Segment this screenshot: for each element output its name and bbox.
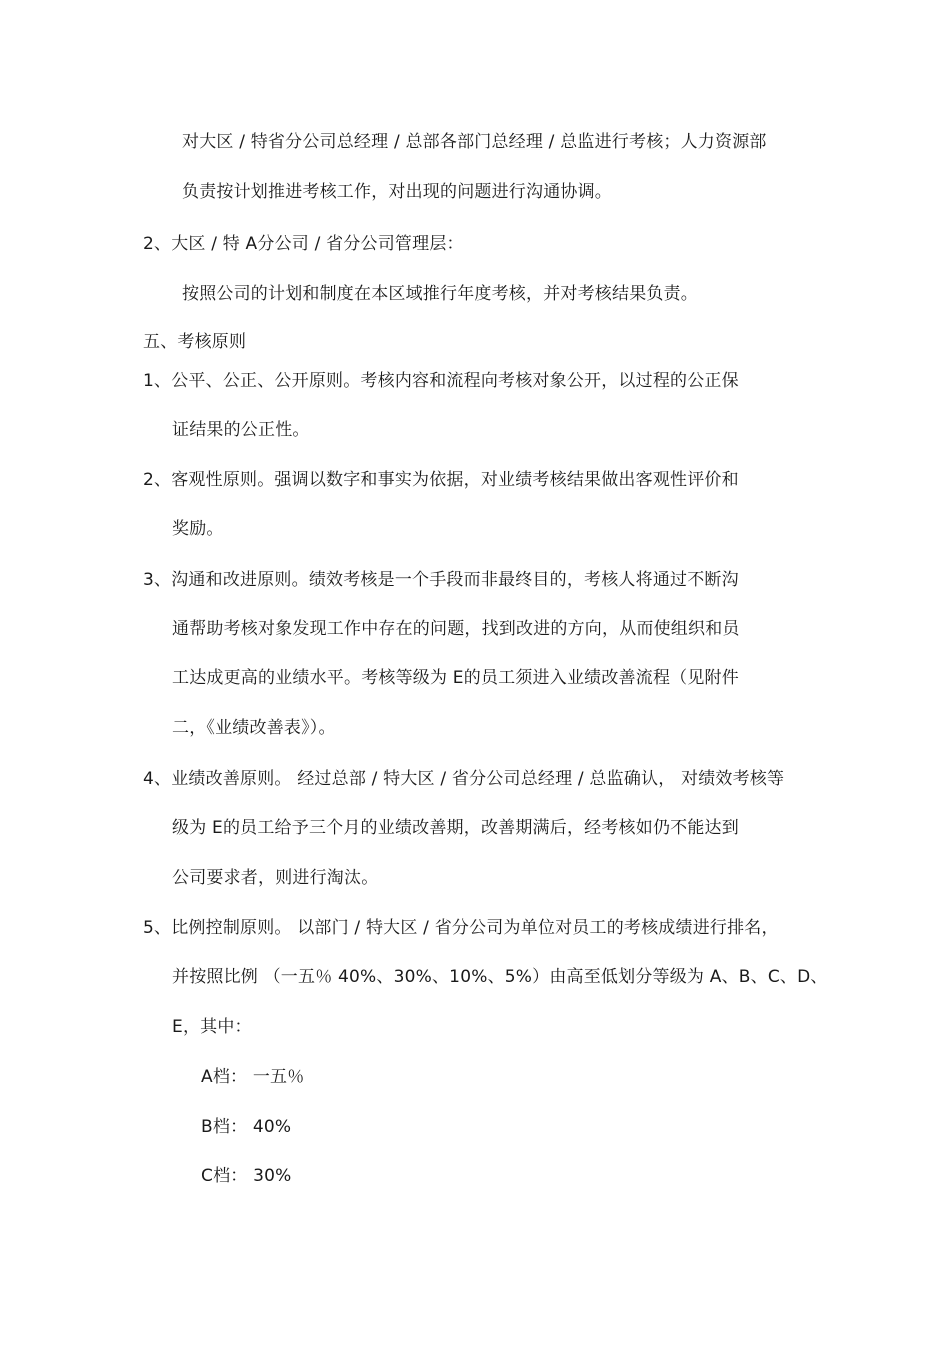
text-line: 工达成更高的业绩水平。考核等级为 E的员工须进入业绩改善流程（见附件 [172,668,739,688]
list-item: 1、公平、公正、公开原则。考核内容和流程向考核对象公开，以过程的公正保 [143,371,739,391]
text-line: 证结果的公正性。 [172,420,310,440]
text-line: 公司要求者，则进行淘汰。 [172,868,379,888]
text-line: 通帮助考核对象发现工作中存在的问题，找到改进的方向，从而使组织和员 [172,619,740,639]
list-item: 4、业绩改善原则。 经过总部 / 特大区 / 省分公司总经理 / 总监确认， 对绩效考核等 [143,769,785,789]
list-item: 5、比例控制原则。 以部门 / 特大区 / 省分公司为单位对员工的考核成绩进行排名， [143,918,779,938]
section-heading: 五、考核原则 [143,332,247,352]
grade-b-line: B档： 40% [201,1117,292,1137]
text-line: 并按照比例 （一五％ 40%、30%、10%、5%）由高至低划分等级为 A、B、C、D、 [172,967,828,987]
text-line: 负责按计划推进考核工作，对出现的问题进行沟通协调。 [182,182,612,202]
text-line: 二，《业绩改善表》）。 [172,718,336,738]
list-item: 2、客观性原则。强调以数字和事实为依据，对业绩考核结果做出客观性评价和 [143,470,739,490]
list-item: 3、沟通和改进原则。绩效考核是一个手段而非最终目的，考核人将通过不断沟 [143,570,739,590]
text-line: 按照公司的计划和制度在本区域推行年度考核，并对考核结果负责。 [182,284,698,304]
list-item-heading: 2、大区 / 特 A分公司 / 省分公司管理层： [143,234,464,254]
grade-c-line: C档： 30% [201,1166,292,1186]
grade-a-line: A档： 一五％ [201,1067,305,1087]
text-line: 奖励。 [172,519,224,539]
text-line: 级为 E的员工给予三个月的业绩改善期，改善期满后，经考核如仍不能达到 [172,818,739,838]
text-line: E，其中： [172,1017,252,1037]
text-line: 对大区 / 特省分公司总经理 / 总部各部门总经理 / 总监进行考核；人力资源部 [182,132,767,152]
